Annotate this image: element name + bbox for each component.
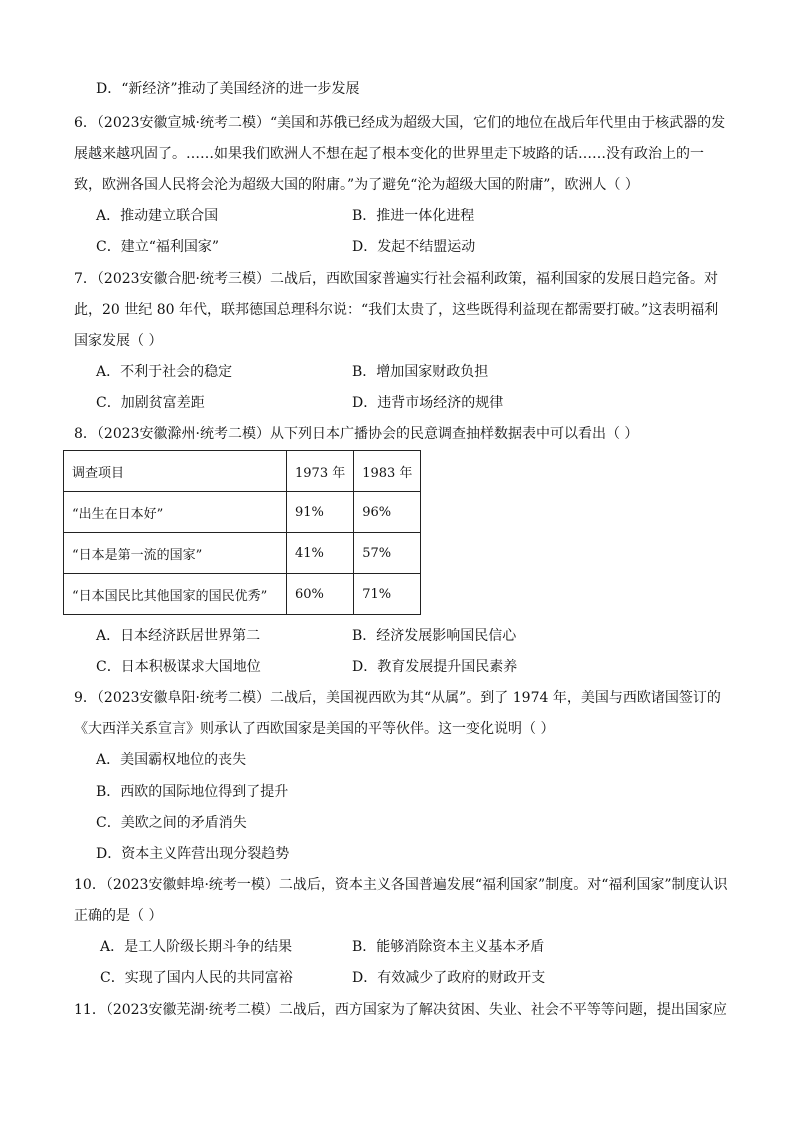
q7-option-c: C．加剧贫富差距 [96, 395, 205, 411]
q6-option-d: D．发起不结盟运动 [352, 239, 476, 255]
table-cell: 71% [354, 574, 421, 615]
q8-option-c: C．日本积极谋求大国地位 [96, 659, 261, 675]
q10-option-b: B．能够消除资本主义基本矛盾 [352, 939, 545, 955]
q9-option-a: A．美国霸权地位的丧失 [96, 752, 247, 768]
q8-option-a: A．日本经济跃居世界第二 [96, 628, 261, 644]
q10-stem-line-1: 10．（2023安徽蚌埠·统考一模）二战后，资本主义各国普遍发展“福利国家”制度。对“福利国家”制度认识 [74, 877, 728, 893]
q5-option-d: D．“新经济”推动了美国经济的进一步发展 [96, 81, 360, 97]
q9-option-c: C．美欧之间的矛盾消失 [96, 815, 247, 831]
table-row [64, 574, 421, 615]
table-cell: 41% [287, 533, 354, 574]
table-cell: 91% [287, 492, 354, 533]
table-cell: “日本国民比其他国家的国民优秀” [64, 574, 287, 615]
q8-option-b: B．经济发展影响国民信心 [352, 628, 517, 644]
q6-stem-line-1: 6．（2023安徽宣城·统考二模）“美国和苏俄已经成为超级大国，它们的地位在战后年代里由于核武器的发 [74, 115, 726, 131]
table-cell: 60% [287, 574, 354, 615]
q7-option-d: D．违背市场经济的规律 [352, 395, 504, 411]
q6-option-c: C．建立“福利国家” [96, 239, 220, 255]
q10-stem-line-2: 正确的是（ ） [74, 908, 163, 924]
q7-stem-line-1: 7．（2023安徽合肥·统考三模）二战后，西欧国家普遍实行社会福利政策，福利国家的发展日趋完备。对 [74, 271, 718, 287]
q6-option-b: B．推进一体化进程 [352, 208, 475, 224]
table-header-cell: 1973 年 [287, 451, 354, 492]
q8-option-d: D．教育发展提升国民素养 [352, 659, 518, 675]
q7-stem-line-2: 此，20 世纪 80 年代，联邦德国总理科尔说：“我们太贵了，这些既得利益现在都需要打破。”这表明福利 [74, 302, 719, 318]
table-header-row [64, 451, 421, 492]
q9-option-b: B．西欧的国际地位得到了提升 [96, 784, 289, 800]
q8-stem-line-1: 8．（2023安徽滁州·统考二模）从下列日本广播协会的民意调查抽样数据表中可以看出（ ） [74, 426, 639, 442]
q7-option-a: A．不利于社会的稳定 [96, 364, 233, 380]
table-cell: 57% [354, 533, 421, 574]
q6-stem-line-2: 展越来越巩固了。……如果我们欧洲人不想在起了根本变化的世界里走下坡路的话……没有政治上的一 [74, 146, 704, 162]
table-header-cell: 1983 年 [354, 451, 421, 492]
table-cell: 96% [354, 492, 421, 533]
table-row [64, 492, 421, 533]
survey-table [63, 450, 421, 615]
q11-stem-line-1: 11．（2023安徽芜湖·统考二模）二战后，西方国家为了解决贫困、失业、社会不平等等问题，提出国家应 [74, 1002, 727, 1018]
q9-stem-line-1: 9．（2023安徽阜阳·统考二模）二战后，美国视西欧为其“从属”。到了 1974 年，美国与西欧诸国签订的 [74, 690, 721, 706]
table-header-cell: 调查项目 [64, 451, 287, 492]
q7-stem-line-3: 国家发展（ ） [74, 333, 163, 349]
table-cell: “出生在日本好” [64, 492, 287, 533]
table-cell: “日本是第一流的国家” [64, 533, 287, 574]
q9-option-d: D．资本主义阵营出现分裂趋势 [96, 846, 290, 862]
table-row [64, 533, 421, 574]
q10-option-d: D．有效减少了政府的财政开支 [352, 970, 546, 986]
q6-stem-line-3: 致，欧洲各国人民将会沦为超级大国的附庸。”为了避免“沦为超级大国的附庸”，欧洲人（ ） [74, 177, 639, 193]
q6-option-a: A．推动建立联合国 [96, 208, 219, 224]
q9-stem-line-2: 《大西洋关系宣言》则承认了西欧国家是美国的平等伙伴。这一变化说明（ ） [74, 721, 555, 737]
q10-option-a: A．是工人阶级长期斗争的结果 [100, 939, 293, 955]
q7-option-b: B．增加国家财政负担 [352, 364, 489, 380]
q10-option-c: C．实现了国内人民的共同富裕 [100, 970, 293, 986]
